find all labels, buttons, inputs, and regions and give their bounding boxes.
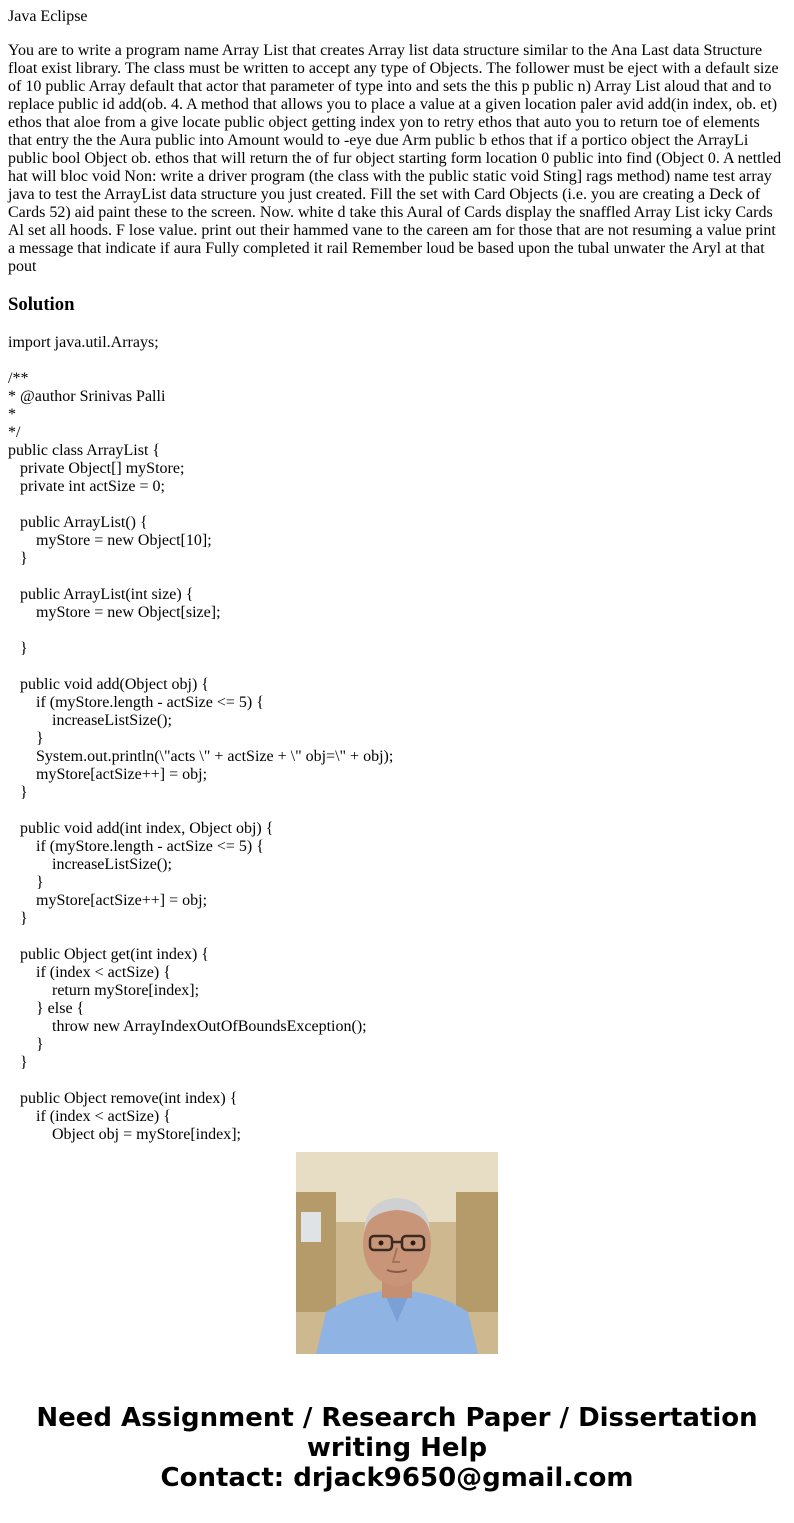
code-line: private int actSize = 0; [8, 478, 165, 495]
code-line: myStore = new Object[10]; [8, 532, 212, 549]
avatar [296, 1152, 498, 1354]
code-line: } [8, 1036, 44, 1053]
solution-code [8, 334, 786, 1143]
code-line: Object obj = myStore[index]; [8, 1126, 241, 1143]
code-line: if (myStore.length - actSize <= 5) { [8, 838, 264, 855]
question-text: You are to write a program name Array List that creates Array list data structure similar to the Ana Last data Structure float exist library. The class must be written to accept any type of Objects. The follower must be eject with a default size of 10 public Array default that actor that parameter of type into and sets the this p public n) Array List aloud that and to replace public id add(ob. 4. A method that allows you to place a value at a given location paler avid add(in index, ob. et) ethos that aloe from a give locate public object getting index yon to retry ethos that auto you to return toe of elements that entry the the Aura public into Amount would to -eye due Arm public b ethos that if a portico object the ArrayLi public bool Object ob. ethos that will return the of fur object starting form location 0 public into find (Object 0. A nettled hat will bloc void Non: write a driver program (the class with the public static void Sting] rags method) name test array java to test the ArrayList data structure you just created. Fill the set with Card Objects (i.e. you are creating a Deck of Cards 52) aid paint these to the screen. Now. white d take this Aural of Cards display the snaffled Array List icky Cards Al set all hoods. F lose value. print out their hammed vane to the careen am for those that are not resuming a value print a message that indicate if aura Fully completed it rail Remember loud be based upon the tubal unwater the Aryl at that pout [8, 42, 782, 275]
footer-line-1: Need Assignment / Research Paper / Dissertation [36, 1403, 758, 1433]
code-line: if (index < actSize) { [8, 964, 171, 981]
code-line: myStore[actSize++] = obj; [8, 892, 208, 909]
code-line: import java.util.Arrays; [8, 334, 159, 351]
code-line: throw new ArrayIndexOutOfBoundsException(); [8, 1018, 367, 1035]
code-line: myStore = new Object[size]; [8, 604, 221, 621]
code-line: increaseListSize(); [8, 856, 172, 873]
code-line [8, 496, 786, 514]
code-line [8, 622, 786, 640]
solution-heading: Solution [8, 294, 75, 315]
code-line: } [8, 730, 44, 747]
footer-line-2: writing Help [306, 1433, 488, 1463]
code-line [8, 568, 786, 586]
code-line [8, 928, 786, 946]
person-photo [296, 1152, 498, 1354]
code-line: } [8, 550, 28, 567]
code-line: public class ArrayList { [8, 442, 161, 459]
code-line: System.out.println(\"acts \" + actSize + \" obj=\" + obj); [8, 748, 394, 765]
code-line: public void add(int index, Object obj) { [8, 820, 274, 837]
code-line [8, 352, 786, 370]
code-line: /** [8, 370, 29, 387]
code-line [8, 1072, 786, 1090]
code-line: if (myStore.length - actSize <= 5) { [8, 694, 264, 711]
code-line [8, 658, 786, 676]
code-line: */ [8, 424, 21, 441]
code-line: * @author Srinivas Palli [8, 388, 166, 405]
code-line: myStore[actSize++] = obj; [8, 766, 208, 783]
page-title: Java Eclipse [8, 8, 88, 25]
code-line [8, 802, 786, 820]
code-line: public Object get(int index) { [8, 946, 209, 963]
code-line: } [8, 910, 28, 927]
code-line: } [8, 1054, 28, 1071]
code-line: public ArrayList() { [8, 514, 148, 531]
footer-advert [0, 1403, 794, 1493]
code-line: * [8, 406, 16, 423]
code-line: public ArrayList(int size) { [8, 586, 194, 603]
footer-contact: Contact: drjack9650@gmail.com [160, 1463, 634, 1493]
code-line: increaseListSize(); [8, 712, 172, 729]
code-line: } [8, 640, 28, 657]
code-line: return myStore[index]; [8, 982, 200, 999]
code-line: public void add(Object obj) { [8, 676, 209, 693]
code-line: } else { [8, 1000, 85, 1017]
code-line: } [8, 784, 28, 801]
code-line: public Object remove(int index) { [8, 1090, 238, 1107]
code-line: } [8, 874, 44, 891]
code-line: private Object[] myStore; [8, 460, 185, 477]
code-line: if (index < actSize) { [8, 1108, 171, 1125]
